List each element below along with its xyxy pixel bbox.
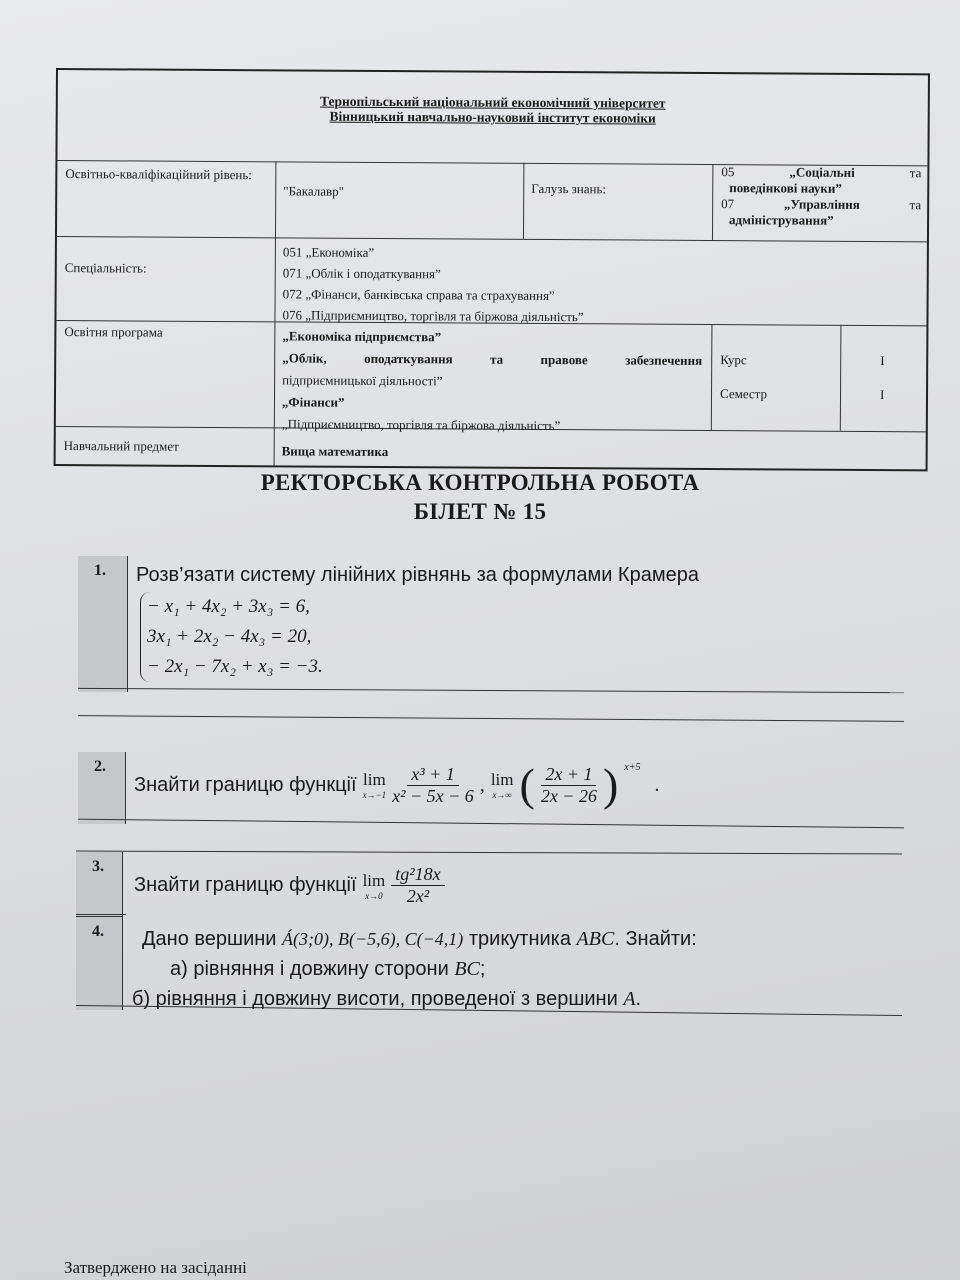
equation: − x₁ + 4x₂ + 3x₃ = 6,: [147, 596, 310, 617]
program-list: [282, 325, 703, 438]
fraction: $\frac{2x + 1}{2x - 26}$: [540, 763, 597, 806]
exponent: x+5: [624, 762, 641, 773]
footer-text: Затверджено на засіданні: [64, 1258, 247, 1277]
fraction: $\frac{\text{tg²18x}}{\text{2x²}}$: [391, 864, 444, 907]
list-item: „Фінанси”: [281, 394, 345, 410]
subtask-b: б) рівняння і довжину висоти, проведеної з вершини: [132, 988, 618, 1010]
list-item: „Економіка підприємства”: [282, 328, 442, 345]
list-item: „Облік, оподаткування та правове забезпечення: [282, 350, 703, 368]
specialty-list: [282, 241, 584, 327]
list-item: 076 „Підприємництво, торгівля та біржова діяльність”: [282, 307, 584, 325]
task-4-text: Дано вершини: [142, 928, 277, 950]
fraction: $\frac{\text{x³ + 1}}{\text{x² − 5x − 6}}$: [392, 763, 474, 806]
list-item: 072 „Фінанси, банківська справа та страхування”: [282, 286, 555, 304]
header-table: [54, 68, 930, 471]
task-2-number: 2.: [78, 752, 126, 824]
side-name: BC: [454, 958, 480, 980]
task-3-number: 3.: [76, 852, 123, 916]
triangle-name: ABC: [576, 928, 615, 950]
field-of-knowledge: 05 „Соціальні та поведінкові науки” 07 „Управління та адміністрування”: [721, 164, 922, 228]
subject-label: Навчальний предмет: [63, 438, 179, 454]
university-heading: [58, 92, 928, 127]
equation: 3x₁ + 2x₂ − 4x₃ = 20,: [147, 626, 312, 647]
semester-label: Семестр: [719, 386, 768, 402]
subject-value: Вища математика: [281, 443, 389, 460]
level-label: Освітньо-кваліфікаційний рівень:: [65, 166, 252, 183]
task-1-text: Розв’язати систему лінійних рівнянь за формулами Крамера: [136, 564, 699, 586]
task-2-text: Знайти границю функції: [134, 773, 357, 796]
task-3-content: [134, 864, 445, 907]
vertices: Á(3;0), B(−5,6), C(−4,1): [282, 929, 464, 949]
list-item: 071 „Облік і оподаткування”: [282, 265, 441, 282]
field-label: Галузь знань:: [531, 180, 607, 197]
list-item: „Підприємництво, торгівля та біржова діяльність”: [281, 416, 561, 434]
task-4-text: . Знайти:: [614, 928, 697, 950]
task-2-content: Знайти границю функції lim x→−1 $\frac{\text{x³ + 1}}{\text{x² − 5x − 6}}$ , lim x→∞ ( $\frac{2x + 1}{2x - 26}$ ) x+5 .: [134, 759, 660, 810]
university-name: Тернопільський національний економічний університет: [320, 93, 666, 111]
institute-name: Вінницький навчально-науковий інститут економіки: [329, 108, 656, 126]
page-title: РЕКТОРСЬКА КОНТРОЛЬНА РОБОТА: [260, 470, 700, 495]
limit-operator: lim x→0: [362, 870, 386, 901]
ticket-number: БІЛЕТ № 15: [413, 499, 547, 524]
course-value: I: [880, 353, 885, 369]
task-4-content: Дано вершини Á(3;0), B(−5,6), C(−4,1) трикутника ABC. Знайти: а) рівняння і довжину сторони BC; б) рівняння і довжину висоти, проведеної з вершини A.: [132, 928, 697, 1010]
equation-system: [140, 592, 323, 682]
course-label: Курс: [720, 352, 747, 368]
task-4-text: трикутника: [468, 928, 571, 950]
equation: − 2x₁ − 7x₂ + x₃ = −3.: [147, 656, 323, 677]
specialty-label: Спеціальність:: [64, 260, 147, 276]
semester-value: I: [879, 387, 885, 403]
program-label: Освітня програма: [64, 324, 163, 340]
subtask-a: а) рівняння і довжину сторони: [170, 958, 449, 980]
task-4-number: 4.: [76, 916, 123, 1010]
vertex-name: A: [623, 988, 636, 1010]
limit-operator: lim x→−1: [362, 770, 387, 800]
list-item: підприємницької діяльності”: [282, 372, 443, 389]
list-item: 051 „Економіка”: [282, 244, 375, 260]
task-1-number: 1.: [78, 556, 128, 692]
task-3-text: Знайти границю функції: [134, 874, 357, 896]
limit-operator: lim x→∞: [490, 770, 514, 800]
level-value: "Бакалавр": [283, 183, 345, 199]
